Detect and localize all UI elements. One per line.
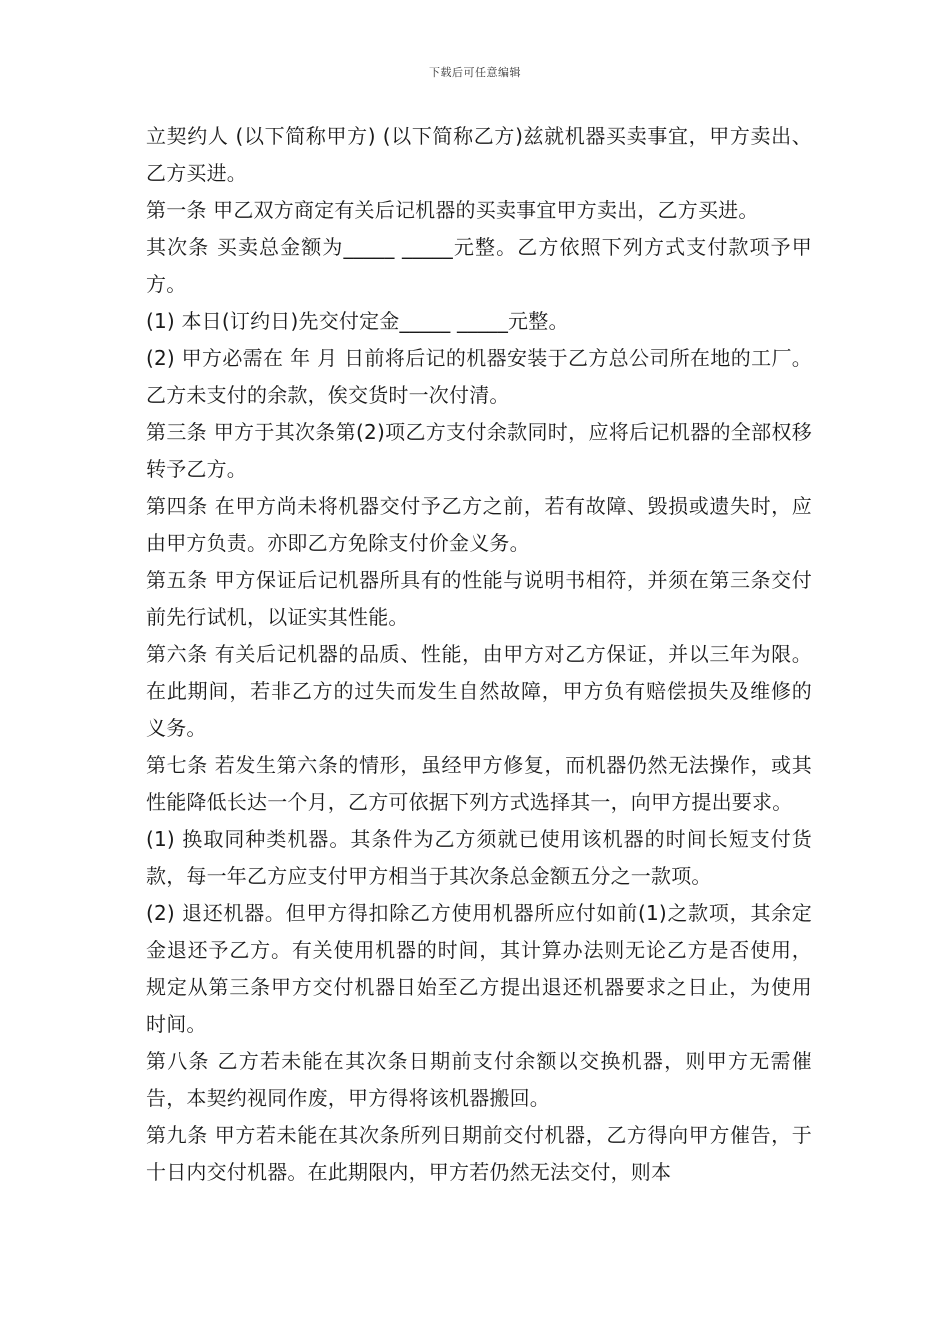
article-3: 第三条 甲方于其次条第(2)项乙方支付余款同时，应将后记机器的全部权移转予乙方。	[146, 420, 812, 481]
page-header: 下载后可任意编辑	[429, 66, 521, 79]
contract-preamble: 立契约人 (以下简称甲方) (以下简称乙方)兹就机器买卖事宜，甲方卖出、乙方买进。	[146, 124, 812, 185]
article-7-item-2: (2) 退还机器。但甲方得扣除乙方使用机器所应付如前(1)之款项，其余定金退还予乙方。有关使用机器的时间，其计算办法则无论乙方是否使用，规定从第三条甲方交付机器日始至乙方提出退还机器要求之日止，为使用时间。	[146, 901, 812, 1036]
article-2-item-2: (2) 甲方必需在 年 月 日前将后记的机器安装于乙方总公司所在地的工厂。乙方未支付的余款，俟交货时一次付清。	[146, 346, 812, 407]
article-4: 第四条 在甲方尚未将机器交付予乙方之前，若有故障、毁损或遗失时，应由甲方负责。亦即乙方免除支付价金义务。	[146, 494, 812, 555]
article-5: 第五条 甲方保证后记机器所具有的性能与说明书相符，并须在第三条交付前先行试机，以证实其性能。	[146, 568, 812, 629]
article-8: 第八条 乙方若未能在其次条日期前支付余额以交换机器，则甲方无需催告，本契约视同作废，甲方得将该机器搬回。	[146, 1049, 812, 1110]
article-7: 第七条 若发生第六条的情形，虽经甲方修复，而机器仍然无法操作，或其性能降低长达一个月，乙方可依据下列方式选择其一，向甲方提出要求。	[146, 753, 812, 814]
article-2-item-1: (1) 本日(订约日)先交付定金_____ _____元整。	[146, 309, 569, 333]
contract-body	[146, 118, 812, 1191]
article-6: 第六条 有关后记机器的品质、性能，由甲方对乙方保证，并以三年为限。在此期间，若非乙方的过失而发生自然故障，甲方负有赔偿损失及维修的义务。	[146, 642, 812, 740]
article-9: 第九条 甲方若未能在其次条所列日期前交付机器，乙方得向甲方催告，于十日内交付机器。在此期限内，甲方若仍然无法交付，则本	[146, 1123, 812, 1184]
article-2: 其次条 买卖总金额为_____ _____元整。乙方依照下列方式支付款项予甲方。	[146, 235, 812, 296]
article-7-item-1: (1) 换取同种类机器。其条件为乙方须就已使用该机器的时间长短支付货款，每一年乙方应支付甲方相当于其次条总金额五分之一款项。	[146, 827, 812, 888]
article-1: 第一条 甲乙双方商定有关后记机器的买卖事宜甲方卖出，乙方买进。	[146, 198, 759, 222]
